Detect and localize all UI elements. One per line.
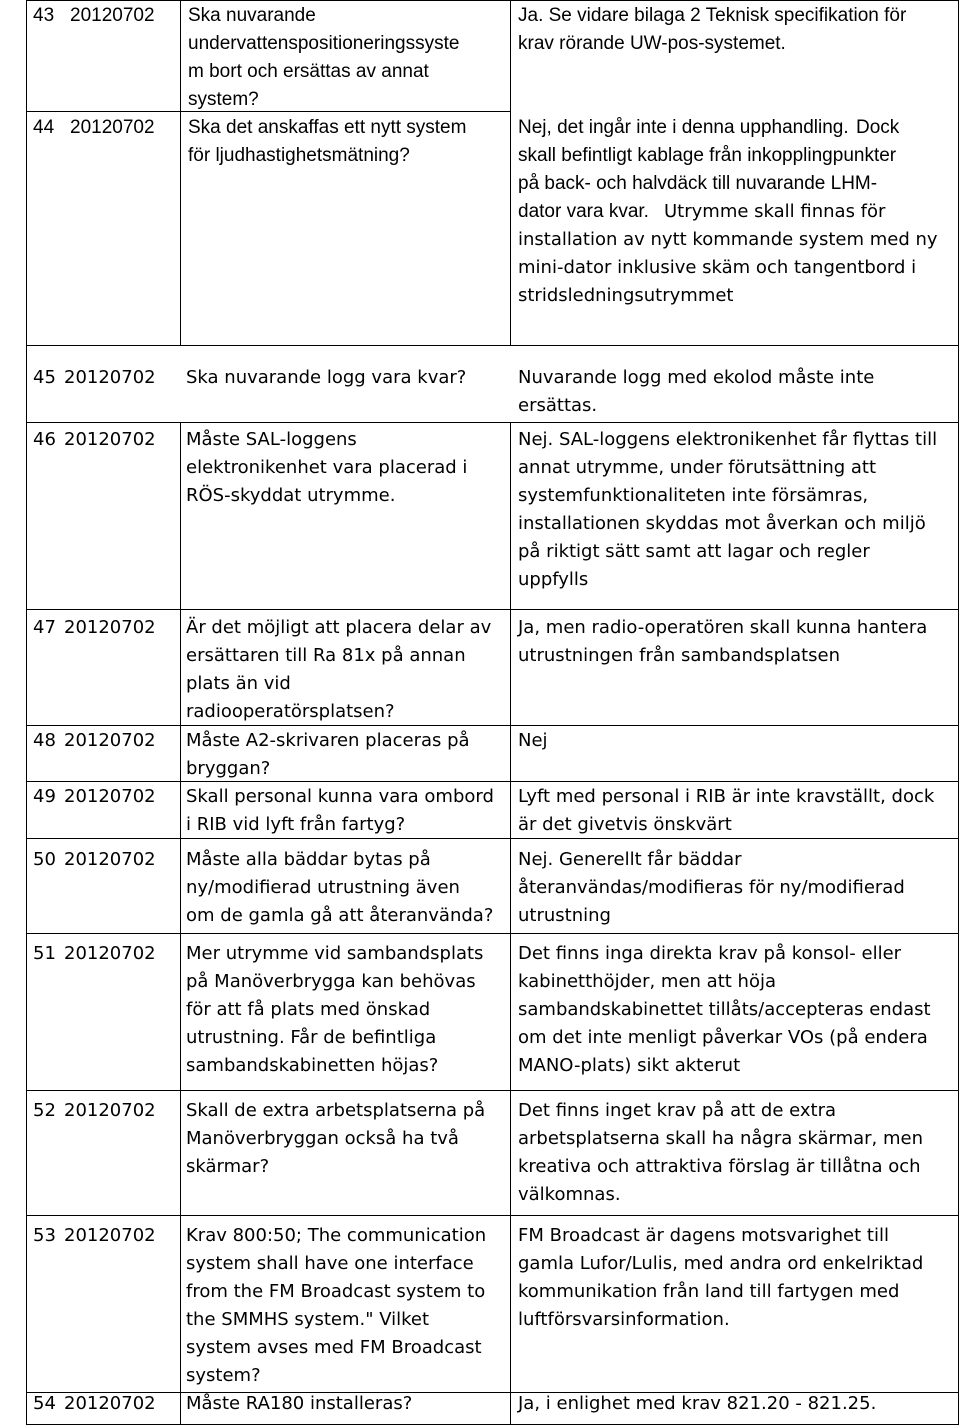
row-answer-part: Dock skall befintligt kablage från inkopplingpunkter på back- och halvdäck till nuvarande LHM- dator vara kvar.	[518, 117, 900, 222]
row-question: Måste alla bäddar bytas på ny/modifierad utrustning även om de gamla gå att återanvända?	[186, 849, 494, 926]
column-divider	[510, 422, 511, 1392]
row-answer: Lyft med personal i RIB är inte kravställt, dock är det givetvis önskvärt	[518, 786, 935, 835]
row-question: Måste RA180 installeras?	[186, 1393, 413, 1414]
row-number: 46	[33, 429, 56, 450]
row-answer: Nej	[518, 730, 548, 751]
row-number: 44	[33, 117, 55, 138]
row-divider	[26, 1090, 959, 1091]
row-answer: Det finns inga direkta krav på konsol- eller kabinetthöjder, men att höja sambandskabinettet tillåts/accepteras endast om det inte menligt påverkar VOs (på endera MANO-plats) sikt akterut	[518, 943, 931, 1076]
row-answer-part: Utrymme skall finnas för	[664, 201, 886, 222]
row-number: 45	[33, 367, 56, 388]
row-date: 20120702	[64, 1225, 156, 1246]
row-answer	[518, 114, 956, 306]
row-answer: Nej. SAL-loggens elektronikenhet får flyttas till annat utrymme, under förutsättning att systemfunktionaliteten inte försämras, installationen skyddas mot åverkan och miljö på riktigt sätt samt att lagar och regler uppfylls	[518, 429, 938, 590]
row-question: Skall de extra arbetsplatserna på Manöverbryggan också ha två skärmar?	[186, 1100, 486, 1177]
row-question: Krav 800:50; The communication system shall have one interface from the FM Broadcast system to the SMMHS system." Vilket system avses med FM Broadcast system?	[186, 1225, 487, 1386]
row-date: 20120702	[70, 117, 155, 138]
row-date: 20120702	[70, 5, 155, 26]
row-divider	[26, 345, 959, 346]
row-number: 53	[33, 1225, 56, 1246]
row-date: 20120702	[64, 367, 156, 388]
row-answer-part: installation av nytt kommande system med ny mini-dator inklusive skäm och tangentbord i stridsledningsutrymmet	[518, 229, 938, 306]
row-divider	[26, 0, 959, 1]
row-question: Ska nuvarande undervattenspositioneringssyste m bort och ersättas av annat system?	[188, 5, 460, 110]
border-left	[26, 0, 27, 1425]
row-answer: FM Broadcast är dagens motsvarighet till gamla Lufor/Lulis, med andra ord enkelriktad kommunikation från land till fartygen med luftförsvarsinformation.	[518, 1225, 924, 1330]
row-answer-part: Nej, det ingår inte i denna upphandling.	[518, 117, 849, 138]
column-divider	[180, 422, 181, 1392]
row-question: Skall personal kunna vara ombord i RIB vid lyft från fartyg?	[186, 786, 494, 835]
row-number: 47	[33, 617, 56, 638]
row-question: Mer utrymme vid sambandsplats på Manöverbrygga kan behövas för att få plats med önskad utrustning. Får de befintliga sambandskabinetten höjas?	[186, 943, 484, 1076]
row-date: 20120702	[64, 1100, 156, 1121]
row-answer: Det finns inget krav på att de extra arbetsplatserna skall ha några skärmar, men kreativa och attraktiva förslag är tillåtna och välkomnas.	[518, 1100, 924, 1205]
row-date: 20120702	[64, 617, 156, 638]
row-divider	[26, 1215, 959, 1216]
row-question: Är det möjligt att placera delar av ersättaren till Ra 81x på annan plats än vid radiooperatörsplatsen?	[186, 617, 492, 722]
column-divider	[180, 1392, 181, 1425]
row-divider	[26, 933, 959, 934]
row-divider	[26, 609, 959, 610]
row-question: Ska det anskaffas ett nytt system för ljudhastighetsmätning?	[188, 117, 467, 166]
row-answer: Nuvarande logg med ekolod måste inte ersättas.	[518, 367, 875, 416]
row-number: 50	[33, 849, 56, 870]
column-divider	[510, 1392, 511, 1425]
row-date: 20120702	[64, 943, 156, 964]
row-question: Måste A2-skrivaren placeras på bryggan?	[186, 730, 470, 779]
row-answer: Ja. Se vidare bilaga 2 Teknisk specifikation för krav rörande UW-pos-systemet.	[518, 5, 907, 54]
row-question: Måste SAL-loggens elektronikenhet vara placerad i RÖS-skyddat utrymme.	[186, 429, 468, 506]
row-number: 51	[33, 943, 56, 964]
row-number: 43	[33, 5, 55, 26]
row-answer: Ja, men radio-operatören skall kunna hantera utrustningen från sambandsplatsen	[518, 617, 928, 666]
row-number: 54	[33, 1393, 56, 1414]
border-right	[958, 0, 959, 1425]
row-answer: Ja, i enlighet med krav 821.20 - 821.25.	[518, 1393, 877, 1414]
row-divider	[26, 422, 959, 423]
row-answer: Nej. Generellt får bäddar återanvändas/modifieras för ny/modifierad utrustning	[518, 849, 905, 926]
row-number: 49	[33, 786, 56, 807]
row-date: 20120702	[64, 730, 156, 751]
row-date: 20120702	[64, 786, 156, 807]
row-date: 20120702	[64, 1393, 156, 1414]
row-question: Ska nuvarande logg vara kvar?	[186, 367, 467, 388]
column-divider	[510, 0, 511, 345]
row-number: 52	[33, 1100, 56, 1121]
row-date: 20120702	[64, 429, 156, 450]
row-number: 48	[33, 730, 56, 751]
column-divider	[180, 0, 181, 345]
row-date: 20120702	[64, 849, 156, 870]
